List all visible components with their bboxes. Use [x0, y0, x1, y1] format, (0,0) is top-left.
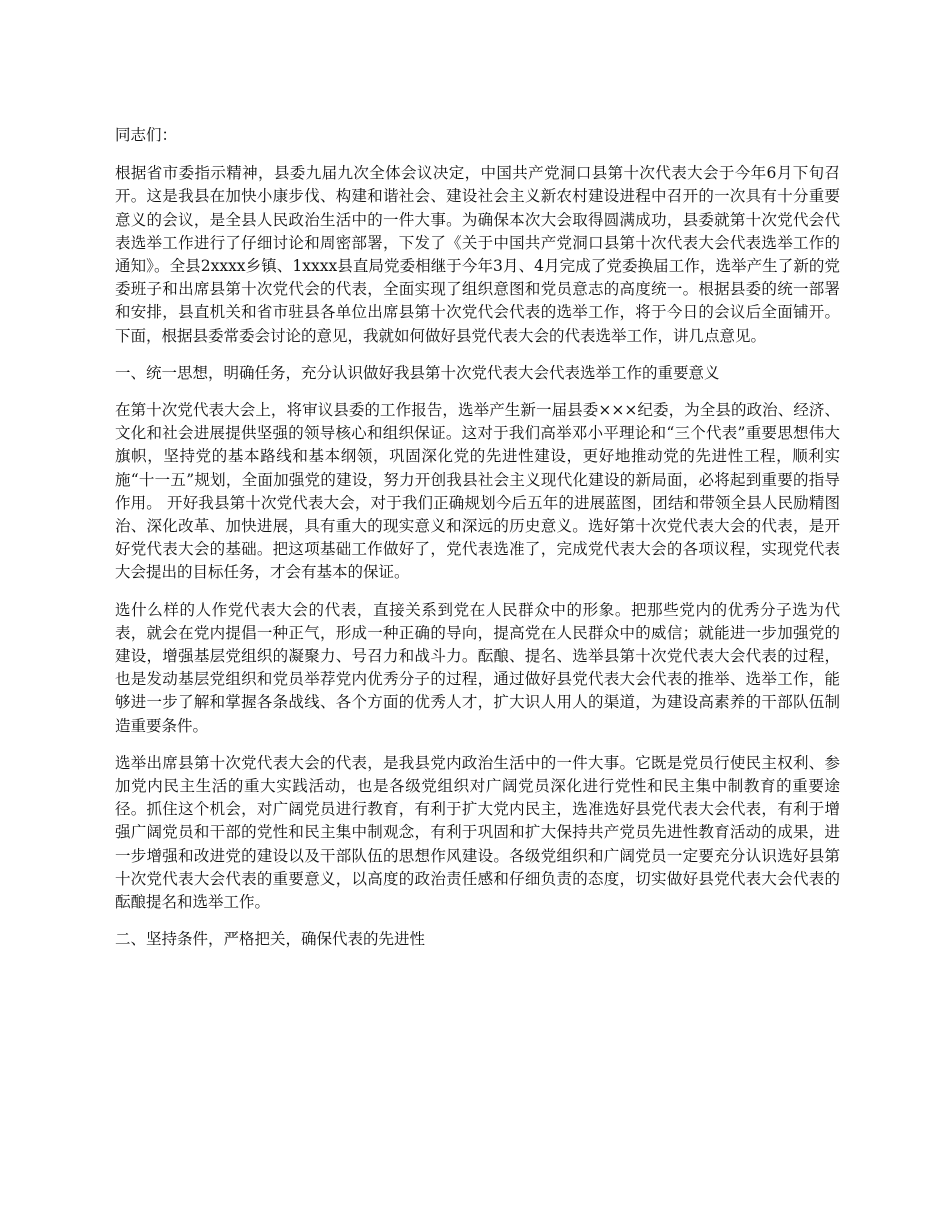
body-paragraph: 选举出席县第十次党代表大会的代表，是我县党内政治生活中的一件大事。它既是党员行使民主权利、参加党内民主生活的重大实践活动，也是各级党组织对广阔党员深化进行党性和民主集中制教育的重要途径。抓住这个机会，对广阔党员进行教育，有利于扩大党内民主，选准选好县党代表大会代表，有利于增强广阔党员和干部的党性和民主集中制观念，有利于巩固和扩大保持共产党员先进性教育活动的成果，进一步增强和改进党的建设以及干部队伍的思想作风建设。各级党组织和广阔党员一定要充分认识选好县第十次党代表大会代表的重要意义，以高度的政治责任感和仔细负责的态度，切实做好县党代表大会代表的酝酿提名和选举工作。 — [115, 753, 840, 912]
intro-paragraph: 根据省市委指示精神，县委九届九次全体会议决定，中国共产党洞口县第十次代表大会于今年6月下旬召开。这是我县在加快小康步伐、构建和谐社会、建设社会主义新农村建设进程中召开的一次具有十分重要意义的会议，是全县人民政治生活中的一件大事。为确保本次大会取得圆满成功，县委就第十次党代会代表选举工作进行了仔细讨论和周密部署，下发了《关于中国共产党洞口县第十次代表大会代表选举工作的通知》。全县2xxxx乡镇、1xxxx县直局党委相继于今年3月、4月完成了党委换届工作，选举产生了新的党委班子和出席县第十次党代会的代表，全面实现了组织意图和党员意志的高度统一。根据县委的统一部署和安排，县直机关和省市驻县各单位出席县第十次党代会代表的选举工作，将于今日的会议后全面铺开。下面，根据县委常委会讨论的意见，我就如何做好县党代表大会的代表选举工作，讲几点意见。 — [115, 164, 840, 345]
section-heading-1: 一、统一思想，明确任务，充分认识做好我县第十次党代表大会代表选举工作的重要意义 — [115, 363, 720, 382]
salutation: 同志们： — [115, 126, 178, 144]
body-paragraph: 选什么样的人作党代表大会的代表，直接关系到党在人民群众中的形象。把那些党内的优秀分子选为代表，就会在党内提倡一种正气，形成一种正确的导向，提高党在人民群众中的威信；就能进一步加强党的建设，增强基层党组织的凝聚力、号召力和战斗力。酝酿、提名、选举县第十次党代表大会代表的过程，也是发动基层党组织和党员举荐党内优秀分子的过程，通过做好县党代表大会代表的推举、选举工作，能够进一步了解和掌握各条战线、各个方面的优秀人才，扩大识人用人的渠道，为建设高素养的干部队伍制造重要条件。 — [115, 600, 840, 735]
body-paragraph: 在第十次党代表大会上，将审议县委的工作报告，选举产生新一届县委×××纪委，为全县的政治、经济、文化和社会进展提供坚强的领导核心和组织保证。这对于我们高举邓小平理论和“三个代表”重要思想伟大旗帜，坚持党的基本路线和基本纲领，巩固深化党的先进性建设，更好地推动党的先进性工程，顺利实施“十一五”规划，全面加强党的建设，努力开创我县社会主义现代化建设的新局面，必将起到重要的指导作用。 开好我县第十次党代表大会，对于我们正确规划今后五年的进展蓝图，团结和带领全县人民励精图治、深化改革、加快进展，具有重大的现实意义和深远的历史意义。选好第十次党代表大会的代表，是开好党代表大会的基础。把这项基础工作做好了，党代表选准了，完成党代表大会的各项议程，实现党代表大会提出的目标任务，才会有基本的保证。 — [115, 401, 840, 582]
document-body — [115, 124, 840, 966]
section-heading-2: 二、坚持条件，严格把关，确保代表的先进性 — [115, 930, 426, 949]
